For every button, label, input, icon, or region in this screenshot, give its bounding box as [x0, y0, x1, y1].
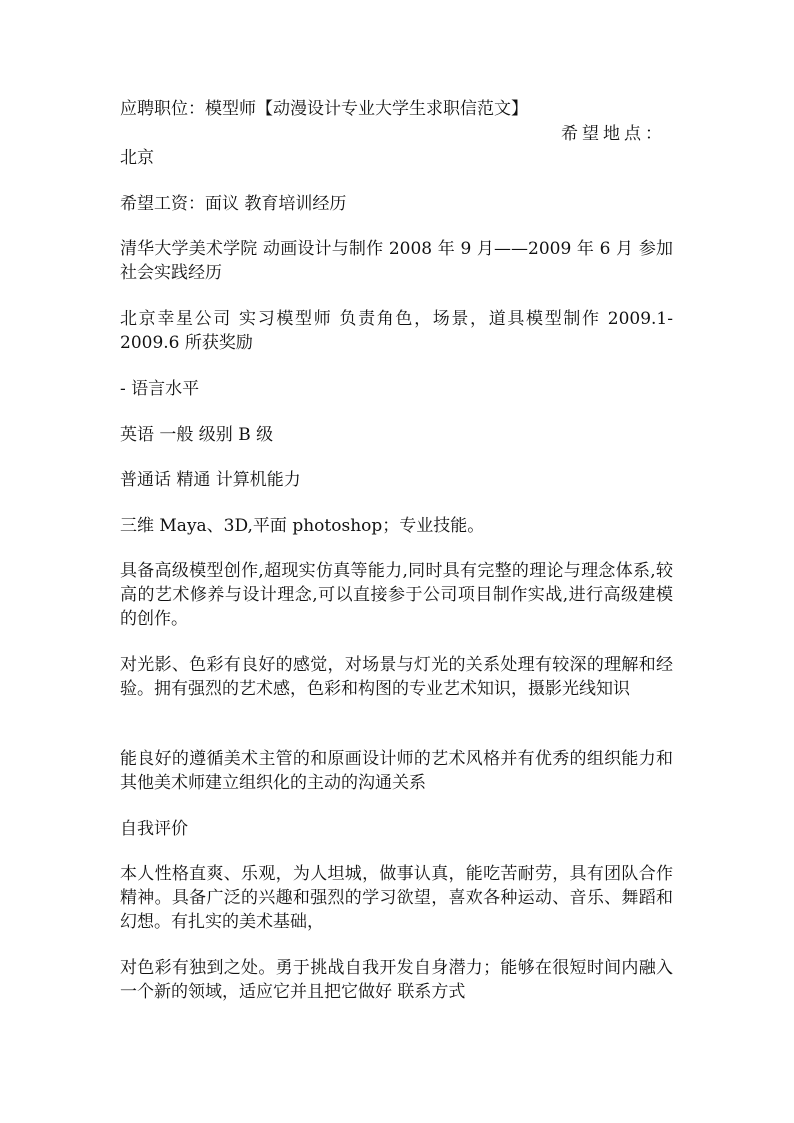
salary-line: 希望工资：面议 教育培训经历	[120, 194, 347, 214]
skills-paragraph: 具备高级模型创作,超现实仿真等能力,同时具有完整的理论与理念体系,较高的艺术修养与设计理念,可以直接参于公司项目制作实战,进行高级建模的创作。	[120, 561, 673, 629]
teamwork-paragraph: 能良好的遵循美术主管的和原画设计师的艺术风格并有优秀的组织能力和其他美术师建立组织化的主动的沟通关系	[120, 749, 673, 793]
position-line: 应聘职位：模型师【动漫设计专业大学生求职信范文】	[120, 99, 528, 119]
personality-paragraph: 本人性格直爽、乐观，为人坦城，做事认真，能吃苦耐劳，具有团队合作精神。具备广泛的兴趣和强烈的学习欲望，喜欢各种运动、音乐、舞蹈和幻想。有扎实的美术基础，	[120, 864, 673, 932]
software-line: 三维 Maya、3D,平面 photoshop；专业技能。	[120, 516, 485, 536]
language-heading: - 语言水平	[120, 379, 200, 399]
mandarin-line: 普通话 精通 计算机能力	[120, 470, 301, 490]
lighting-paragraph: 对光影、色彩有良好的感觉，对场景与灯光的关系处理有较深的理解和经验。拥有强烈的艺术感，色彩和构图的专业艺术知识，摄影光线知识	[120, 655, 673, 699]
english-line: 英语 一般 级别 B 级	[120, 425, 274, 445]
education-paragraph: 清华大学美术学院 动画设计与制作 2008 年 9 月——2009 年 6 月 参加社会实践经历	[120, 239, 673, 283]
color-paragraph: 对色彩有独到之处。勇于挑战自我开发自身潜力；能够在很短时间内融入一个新的领域，适应它并且把它做好 联系方式	[120, 958, 673, 1002]
location-value: 北京	[120, 148, 154, 168]
location-label: 希望地点：	[561, 124, 666, 144]
practice-paragraph: 北京幸星公司 实习模型师 负责角色，场景，道具模型制作 2009.1-2009.6 所获奖励	[120, 309, 673, 353]
self-evaluation-heading: 自我评价	[120, 819, 188, 839]
